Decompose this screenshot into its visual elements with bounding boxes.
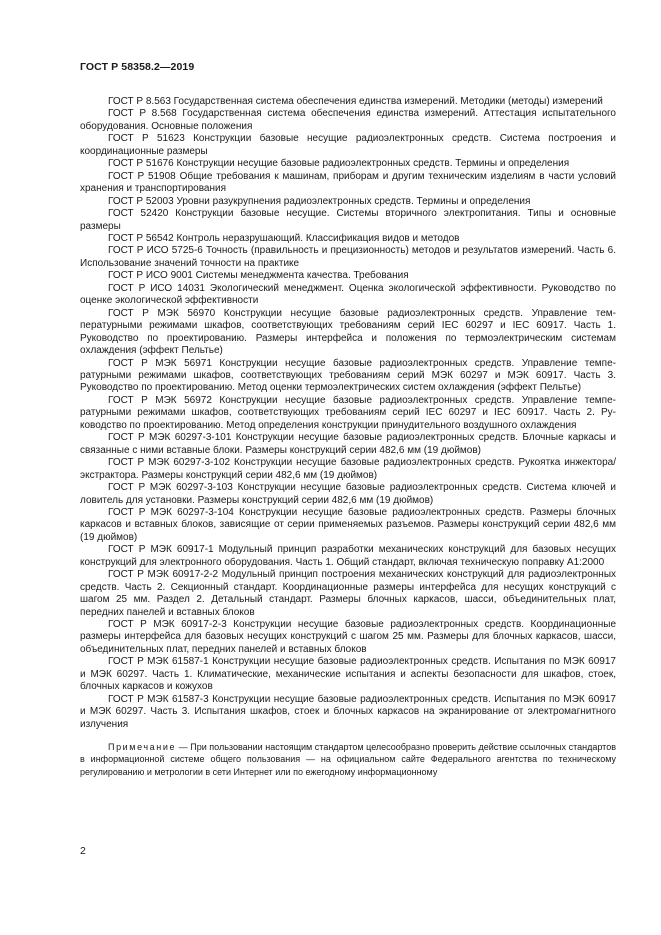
reference-entry: ГОСТ Р МЭК 60297-3-104 Конструкции несущие базовые радиоэлектронных средств. Размеры блочных каркасов и вставных блоков, зависящие от серии применяемых разъемов. Размеры конструкций серии 482,6 мм (19 дюймов) bbox=[80, 506, 616, 543]
reference-entry: ГОСТ Р 8.563 Государственная система обеспечения единства измерений. Методики (методы) измерений bbox=[108, 96, 603, 107]
reference-entry: ГОСТ Р МЭК 60297-3-101 Конструкции несущие базовые радиоэлектронных средств. Блочные каркасы и связанные с ними вставные блоки. Размеры конструкций серии 482,6 мм (19 дюймов) bbox=[80, 432, 616, 456]
reference-entry: ГОСТ Р ИСО 5725-6 Точность (правильность и прецизионность) методов и результатов измерений. Часть 6. Использование значений точности на практике bbox=[80, 245, 616, 269]
reference-entry: ГОСТ Р ИСО 14031 Экологический менеджмент. Оценка экологической эффективности. Руководство по оценке экологической эффективности bbox=[80, 282, 616, 307]
reference-entry: ГОСТ Р МЭК 61587-1 Конструкции несущие базовые радиоэлектронных средств. Испытания по МЭК 60917 и МЭК 60297. Часть 1. Климатические, механические испытания и аспекты безопасности для шкафов, стоек, блочных каркасов и кожухов bbox=[80, 656, 616, 693]
note-paragraph bbox=[80, 741, 616, 778]
reference-entry: ГОСТ Р МЭК 56970 Конструкции несущие базовые радиоэлектронных средств. Управление температурными режимами шкафов, соответствующих требованиям серий IEC 60297 и IEC 60917. Часть 1. Руководство по проектированию. Размеры интерфейса и положения по термоэлектрическим системам охлаждения (эффект Пельтье) bbox=[80, 307, 616, 357]
page-number: 2 bbox=[80, 845, 86, 857]
note-label: Примечание bbox=[108, 742, 177, 753]
reference-entry: ГОСТ Р МЭК 60297-3-103 Конструкции несущие базовые радиоэлектронных средств. Система ключей и ловитель для установки. Размеры конструкций серии 482,6 мм (19 дюймов) bbox=[80, 482, 616, 506]
reference-entry: ГОСТ Р МЭК 60297-3-102 Конструкции несущие базовые радиоэлектронных средств. Рукоятка инжектора/экстрактора. Размеры конструкций серии 482,6 мм (19 дюймов) bbox=[80, 457, 616, 481]
note-text: — При пользовании настоящим стандартом целесообразно проверить действие ссылочных стандартов в информационной системе общего пользования — на официальном сайте Федерального агентства по техническому регулированию и метрологии в сети Интернет или по ежегодному информационному bbox=[80, 742, 616, 777]
reference-entry: ГОСТ Р 51908 Общие требования к машинам, приборам и другим техническим изделиям в части условий хранения и транспортирования bbox=[80, 170, 616, 195]
reference-entry: ГОСТ Р 51623 Конструкции базовые несущие радиоэлектронных средств. Система построения и координационные размеры bbox=[80, 133, 616, 157]
references-list bbox=[80, 96, 616, 787]
reference-entry: ГОСТ Р 8.568 Государственная система обеспечения единства измерений. Аттестация испытательного оборудования. Основные положения bbox=[80, 108, 616, 132]
reference-entry: ГОСТ 52420 Конструкции базовые несущие. Системы вторичного электропитания. Типы и основные размеры bbox=[80, 208, 616, 232]
reference-entry: ГОСТ Р 52003 Уровни разукрупнения радиоэлектронных средств. Термины и определения bbox=[108, 195, 531, 207]
reference-entry: ГОСТ Р 51676 Конструкции несущие базовые радиоэлектронных средств. Термины и определения bbox=[108, 158, 570, 170]
reference-entry: ГОСТ Р МЭК 60917-2-2 Модульный принцип построения механических конструкций для радиоэлектронных средств. Часть 2. Секционный стандарт. Координационные размеры интерфейса для несущих конструкций с шагом 25 мм. Раздел 2. Детальный стандарт. Размеры блочных каркасов, шасси, объединительных плат, передних панелей и вставных блоков bbox=[80, 569, 616, 618]
reference-entry: ГОСТ Р МЭК 61587-3 Конструкции несущие базовые радиоэлектронных средств. Испытания по МЭК 60917 и МЭК 60297. Часть 3. Испытания шкафов, стоек и блочных каркасов на экранирование от электромагнитного излучения bbox=[80, 693, 616, 730]
reference-entry: ГОСТ Р МЭК 60917-2-3 Конструкции несущие базовые радиоэлектронных средств. Координационные размеры интерфейса для базовых несущих конструкций с шагом 25 мм. Размеры для блочных каркасов, шасси, объединительных плат, передних панелей и вставных блоков bbox=[80, 619, 616, 655]
reference-entry: ГОСТ Р МЭК 60917-1 Модульный принцип разработки механических конструкций для базовых несущих конструкций для электронного оборудования. Часть 1. Общий стандарт, включая техническую поправку А1:2000 bbox=[80, 544, 616, 568]
reference-entry: ГОСТ Р МЭК 56971 Конструкции несущие базовые радиоэлектронных средств. Управление температурными режимами шкафов, соответствующих требованиям серий МЭК 60297 и МЭК 60917. Часть 3. Руководство по проектированию. Метод оценки термоэлектрических систем охлаждения (эффект Пельтье) bbox=[80, 357, 616, 394]
page-header: ГОСТ Р 58358.2—2019 bbox=[80, 61, 195, 73]
reference-entry: ГОСТ Р ИСО 9001 Системы менеджмента качества. Требования bbox=[108, 270, 409, 282]
reference-entry: ГОСТ Р МЭК 56972 Конструкции несущие базовые радиоэлектронных средств. Управление температурными режимами шкафов, соответствующих требованиям серий IEC 60297 и IEC 60917. Часть 2. Руководство по проектированию. Метод определения конструкции принудительного воздушного охлаждения bbox=[80, 394, 616, 431]
reference-entry: ГОСТ Р 56542 Контроль неразрушающий. Классификация видов и методов bbox=[108, 232, 460, 244]
